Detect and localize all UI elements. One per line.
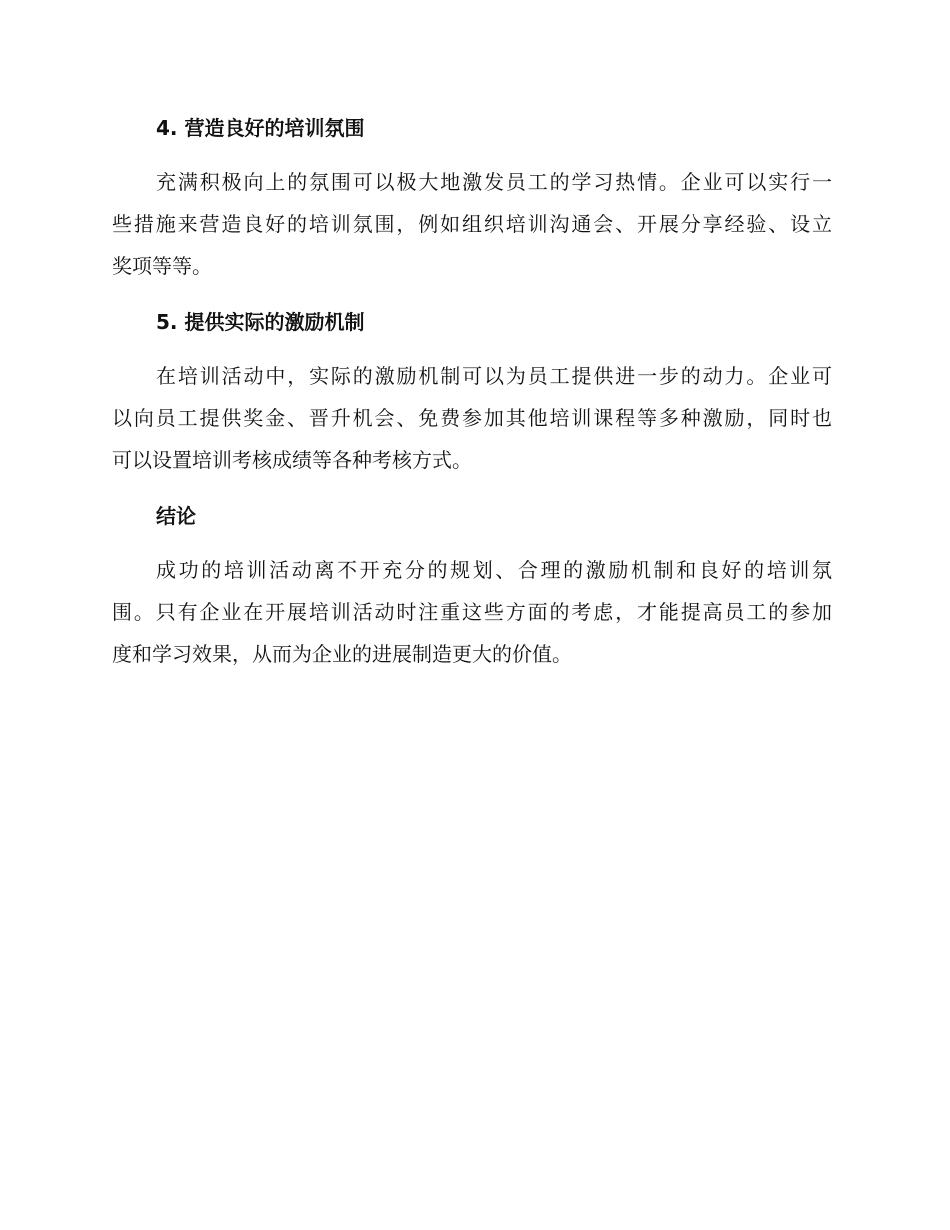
- section-paragraph-4: [112, 161, 832, 287]
- section-heading-5: 5. 提供实际的激励机制: [156, 310, 365, 334]
- paragraph-line: 围。只有企业在开展培训活动时注重这些方面的考虑，才能提高员工的参加: [112, 600, 832, 624]
- paragraph-line: 成功的培训活动离不开充分的规划、合理的激励机制和良好的培训氛: [156, 558, 832, 582]
- section-heading-conclusion: 结论: [156, 504, 196, 528]
- paragraph-line: 奖项等等。: [112, 254, 212, 278]
- paragraph-line: 充满积极向上的氛围可以极大地激发员工的学习热情。企业可以实行一: [156, 170, 832, 194]
- paragraph-line: 些措施来营造良好的培训氛围，例如组织培训沟通会、开展分享经验、设立: [112, 212, 832, 236]
- paragraph-line: 度和学习效果，从而为企业的进展制造更大的价值。: [112, 642, 572, 666]
- section-paragraph-5: [112, 355, 832, 481]
- paragraph-line: 可以设置培训考核成绩等各种考核方式。: [112, 448, 472, 472]
- paragraph-line: 以向员工提供奖金、晋升机会、免费参加其他培训课程等多种激励，同时也: [112, 406, 832, 430]
- paragraph-line: 在培训活动中，实际的激励机制可以为员工提供进一步的动力。企业可: [156, 364, 832, 388]
- section-paragraph-conclusion: [112, 549, 832, 675]
- section-heading-4: 4. 营造良好的培训氛围: [156, 116, 365, 140]
